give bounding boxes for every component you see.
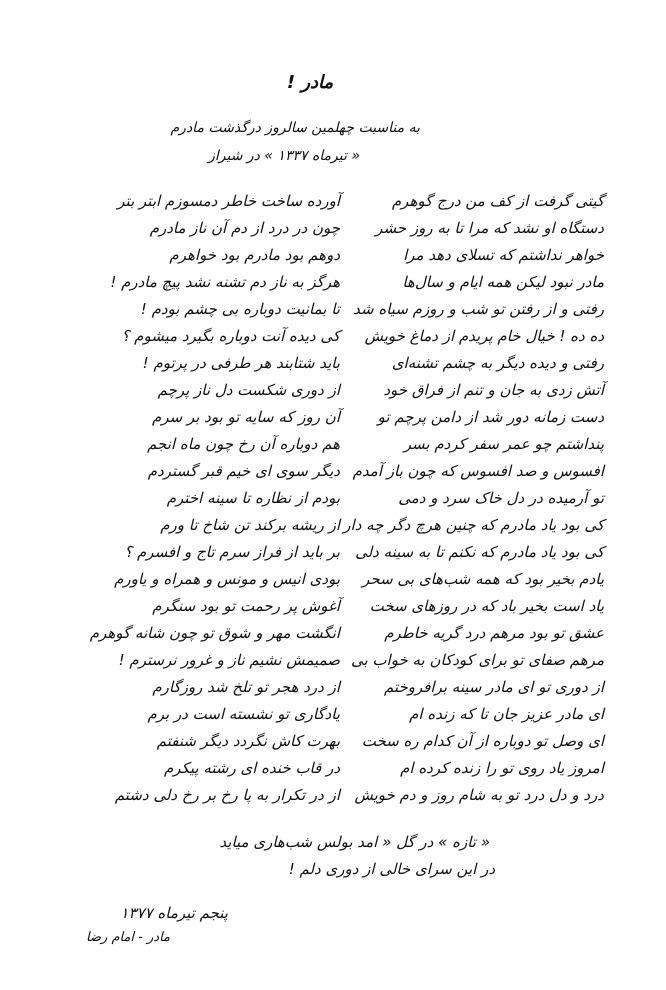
poem-line: کی بود یاد مادرم که چنین هرچ دگر چه دار: [343, 516, 604, 534]
poem-line: گیتی گرفت از کف من درج گوهرم: [391, 192, 604, 210]
poem-line: امروز یاد روی تو را زنده کرده ام: [400, 759, 604, 777]
poem-line: انگشت مهر و شوق تو چون شانه گوهرم: [89, 624, 340, 642]
poem-line: تو آرمیده در دل خاک سرد و دمی: [398, 489, 604, 507]
poem-line: یادم بخیر بود که همه شب‌های بی سحر: [362, 570, 604, 588]
poem-line: ده ده ! خیال خام پریدم از دماغ خویش: [364, 327, 604, 345]
poem-line: از دوری شکست دل ناز پرچم: [157, 381, 340, 399]
poem-line: پنداشتم چو عمر سفر کردم بسر: [403, 435, 604, 453]
poem-line: ای وصل تو دوباره از آن کدام ره سخت: [361, 732, 604, 750]
signature-date: پنجم تیرماه ۱۳۷۷: [120, 904, 228, 922]
poem-line: یادگاری تو نشسته است در برم: [147, 705, 340, 723]
poem-line: دستگاه او نشد که مرا تا به روز حشر: [375, 219, 604, 237]
poem-line: آتش زدی به جان و تنم از فراق خود: [383, 381, 604, 399]
poem-line: از در تکرار به پا رخ بر رخ دلی دشتم: [114, 786, 340, 804]
poem-line: یاد است بخیر باد که در روزهای سخت: [369, 597, 604, 615]
poem-line: آغوش پر رحمت تو بود سنگرم: [152, 597, 340, 615]
poem-line: بودم از نظاره تا سینه اخترم: [166, 489, 340, 507]
poem-line: دیگر سوی ای خیم قبر گستردم: [147, 462, 340, 480]
poem-line: دست زمانه دور شد از دامن پرچم تو: [377, 408, 604, 426]
poem-line: مادر نبود لیکن همه ایام و سال‌ها: [402, 273, 604, 291]
poem-line: صمیمش نشیم ناز و غرور نرسترم !: [118, 651, 340, 669]
poem-line: هم دوباره آن رخ چون ماه انجم: [147, 435, 340, 453]
poem-line: خواهر نداشتم که تسلای دهد مرا: [403, 246, 604, 264]
poem-line: رفتی و دیده دیگر به چشم تشنه‌ای: [391, 354, 604, 372]
poem-line: در قاب خنده ای رشته پیکرم: [164, 759, 340, 777]
poem-line: بهرت کاش نگردد دیگر شنفتم: [156, 732, 340, 750]
closing-line-1: « تازه » در گل « امد بولس شب‌هاری میاید: [219, 833, 490, 851]
poem-line: درد و دل درد تو به شام روز و دم خویش: [354, 786, 604, 804]
signature-source: مادر - امام رضا: [86, 930, 170, 945]
poem-line: مرهم صفای تو برای کودکان به خواب بی: [350, 651, 604, 669]
poem-line: آورده ساخت خاطر دمسوزم ابتر بتر: [117, 192, 340, 210]
poem-line: بودی انیس و مونس و همراه و یاورم: [114, 570, 340, 588]
poem-line: تا بمانیت دوباره بی چشم بودم !: [140, 300, 340, 318]
poem-line: از ریشه برکند تن شاخ تا ورم: [160, 516, 340, 534]
poem-line: کی دیده آنت دوباره بگیرد میشوم ؟: [121, 327, 340, 345]
closing-line-2: در این سرای خالی از دوری دلم !: [288, 860, 495, 878]
poem-title: مادر !: [286, 72, 334, 93]
poem-line: عشق تو بود مرهم درد گریه خاطرم: [384, 624, 604, 642]
dedication-line-2: « تیرماه ۱۳۳۷ » در شیراز: [208, 148, 360, 164]
poem-line: افسوس و صد افسوس که چون باز آمدم: [352, 462, 604, 480]
poem-line: رفتی و از رفتن تو شب و روزم سیاه شد: [353, 300, 604, 318]
poem-line: چون در درد از دم آن ناز مادرم: [149, 219, 340, 237]
poem-line: ای مادر عزیز جان تا که زنده ام: [409, 705, 604, 723]
dedication-line-1: به مناسبت چهلمین سالروز درگذشت مادرم: [170, 120, 420, 136]
poem-line: باید شتابند هر طرفی در پرتوم !: [142, 354, 340, 372]
poem-line: آن روز که سایه تو بود بر سرم: [152, 408, 340, 426]
poem-line: از درد هجر تو تلخ شد روزگارم: [152, 678, 340, 696]
poem-line: دوهم بود مادرم بود خواهرم: [169, 246, 340, 264]
poem-line: کی بود یاد مادرم که نکنم تا به سینه دلی: [355, 543, 604, 561]
poem-line: بر باید از فراز سرم تاج و افسرم ؟: [124, 543, 340, 561]
poem-line: هرگز به ناز دم تشنه نشد پیچ مادرم !: [110, 273, 340, 291]
poem-line: از دوری تو ای مادر سینه برافروختم: [383, 678, 604, 696]
